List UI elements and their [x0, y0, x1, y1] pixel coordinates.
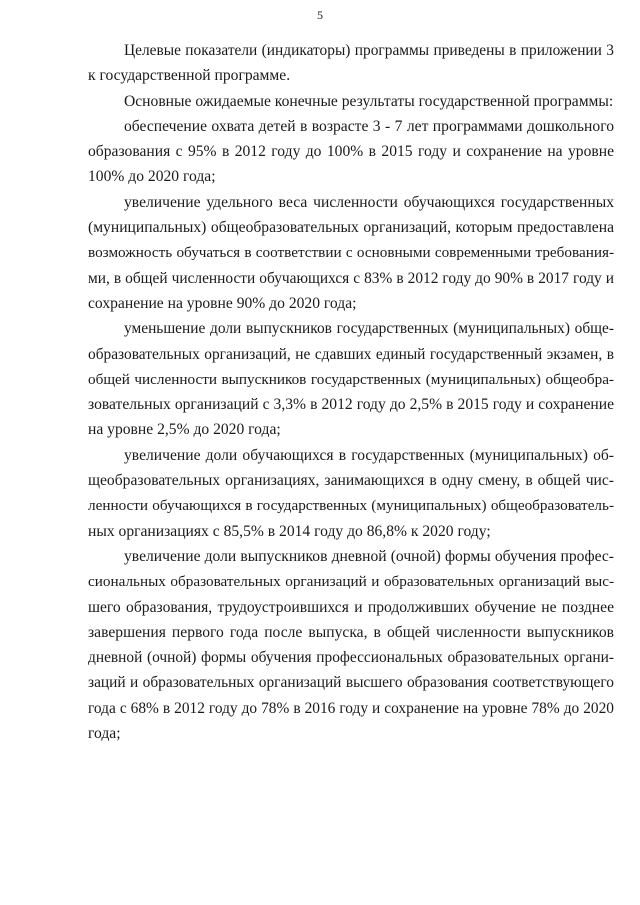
- text-line: (муниципальных) общеобразовательных организаций, которым предоставлена: [88, 219, 614, 237]
- text-line: обеспечение охвата детей в возрасте 3 - 7 лет программами дошкольного: [124, 117, 614, 135]
- text-line: шего образования, трудоустроившихся и продолживших обучение не позднее: [88, 598, 614, 616]
- text-line: увеличение удельного веса численности обучающихся государственных: [124, 193, 614, 211]
- text-line: ленности обучающихся в государственных (муниципальных) общеобразователь-: [88, 497, 614, 515]
- text-line: возможность обучаться в соответствии с основными современными требования-: [88, 244, 614, 262]
- text-line: увеличение доли выпускников дневной (очной) формы обучения профес-: [124, 547, 614, 565]
- text-line: к государственной программе.: [88, 67, 291, 85]
- text-line: образования с 95% в 2012 году до 100% в 2015 году и сохранение на уровне: [88, 143, 614, 161]
- text-line: уменьшение доли выпускников государственных (муниципальных) обще-: [124, 320, 614, 338]
- text-line: образовательных организаций, не сдавших единый государственный экзамен, в: [88, 345, 614, 363]
- text-line: Целевые показатели (индикаторы) программы приведены в приложении 3: [124, 42, 614, 59]
- text-line: года;: [88, 725, 121, 743]
- text-line: сохранение на уровне 90% до 2020 года;: [88, 294, 357, 312]
- text-line: ми, в общей численности обучающихся с 83% в 2012 году до 90% в 2017 году и: [88, 269, 614, 287]
- text-line: ных организациях с 85,5% в 2014 году до 86,8% к 2020 году;: [88, 522, 491, 540]
- text-line: общей численности выпускников государственных (муниципальных) общеобра-: [88, 370, 614, 388]
- text-line: года с 68% в 2012 году до 78% в 2016 году и сохранение на уровне 78% до 2020: [88, 699, 614, 717]
- text-line: завершения первого года после выпуска, в общей численности выпускников: [88, 623, 614, 641]
- text-line: на уровне 2,5% до 2020 года;: [88, 421, 281, 439]
- text-line: дневной (очной) формы обучения профессиональных образовательных органи-: [88, 649, 614, 667]
- text-line: 100% до 2020 года;: [88, 168, 216, 186]
- text-line: увеличение доли обучающихся в государственных (муниципальных) об-: [124, 446, 614, 464]
- text-line: Основные ожидаемые конечные результаты государственной программы:: [124, 92, 614, 110]
- text-line: щеобразовательных организациях, занимающихся в одну смену, в общей чис-: [88, 472, 614, 490]
- page-number: 5: [317, 8, 323, 22]
- document-body: [88, 38, 614, 746]
- text-line: зовательных организаций с 3,3% в 2012 году до 2,5% в 2015 году и сохранение: [88, 396, 614, 414]
- text-line: сиональных образовательных организаций и образовательных организаций выс-: [88, 573, 614, 591]
- text-line: заций и образовательных организаций высшего образования соответствующего: [88, 674, 614, 692]
